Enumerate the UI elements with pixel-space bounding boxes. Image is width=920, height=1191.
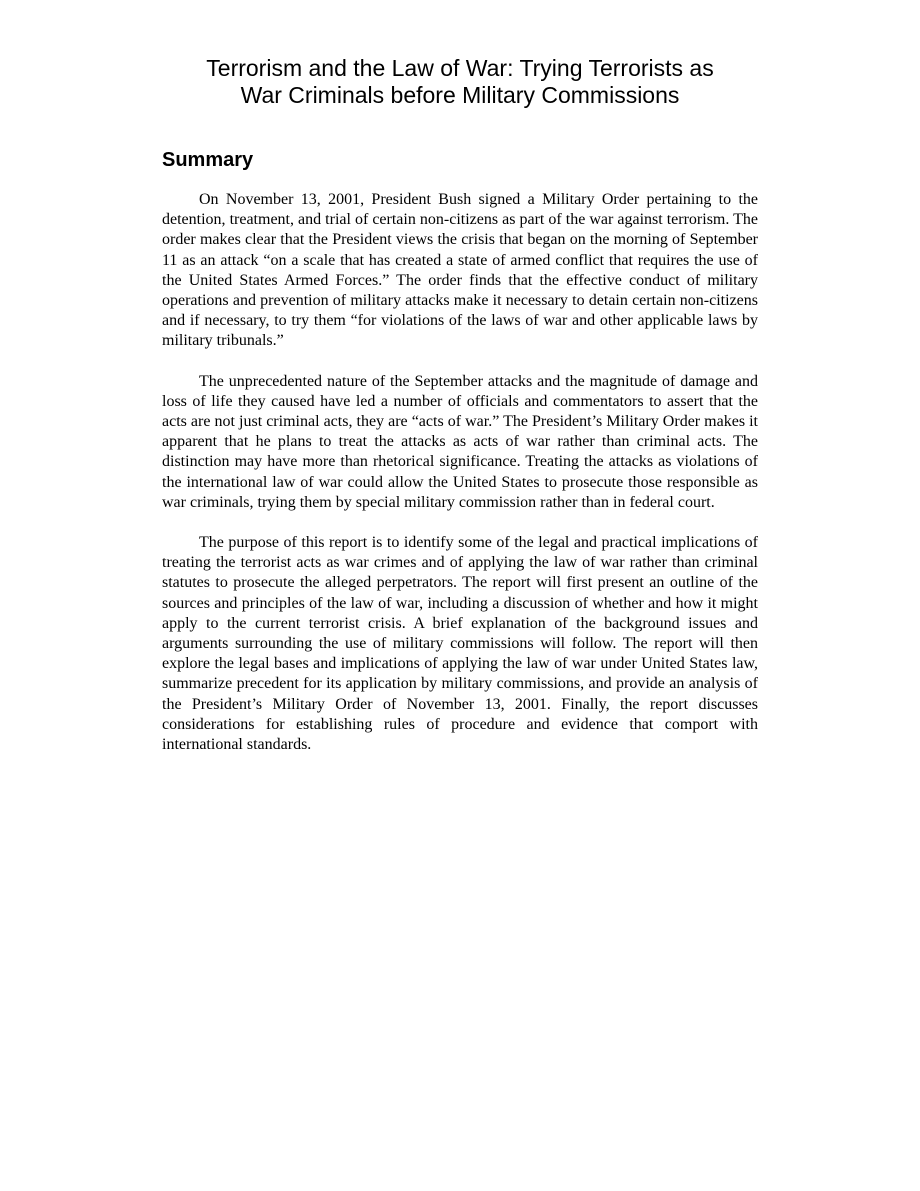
document-title bbox=[162, 55, 758, 109]
title-line-1: Terrorism and the Law of War: Trying Terrorists as bbox=[206, 55, 714, 81]
title-line-2: War Criminals before Military Commissions bbox=[240, 82, 680, 108]
summary-paragraph-1: On November 13, 2001, President Bush signed a Military Order pertaining to the detention, treatment, and trial of certain non-citizens as part of the war against terrorism. The order makes clear that the President views the crisis that began on the morning of September 11 as an attack “on a scale that has created a state of armed conflict that requires the use of the United States Armed Forces.” The order finds that the effective conduct of military operations and prevention of military attacks make it necessary to detain certain non-citizens and if necessary, to try them “for violations of the laws of war and other applicable laws by military tribunals.” bbox=[162, 191, 758, 350]
document-page bbox=[162, 55, 758, 755]
summary-heading: Summary bbox=[162, 149, 254, 171]
summary-paragraph-3: The purpose of this report is to identify some of the legal and practical implications of treating the terrorist acts as war crimes and of applying the law of war rather than criminal statutes to prosecute the alleged perpetrators. The report will first present an outline of the sources and principles of the law of war, including a discussion of whether and how it might apply to the current terrorist crisis. A brief explanation of the background issues and arguments surrounding the use of military commissions will follow. The report will then explore the legal bases and implications of applying the law of war under United States law, summarize precedent for its application by military commissions, and provide an analysis of the President’s Military Order of November 13, 2001. Finally, the report discusses considerations for establishing rules of procedure and evidence that comport with international standards. bbox=[162, 534, 758, 754]
summary-paragraph-2: The unprecedented nature of the September attacks and the magnitude of damage and loss of life they caused have led a number of officials and commentators to assert that the acts are not just criminal acts, they are “acts of war.” The President’s Military Order makes it apparent that he plans to treat the attacks as acts of war rather than criminal acts. The distinction may have more than rhetorical significance. Treating the attacks as violations of the international law of war could allow the United States to prosecute those responsible as war criminals, trying them by special military commission rather than in federal court. bbox=[162, 372, 758, 511]
